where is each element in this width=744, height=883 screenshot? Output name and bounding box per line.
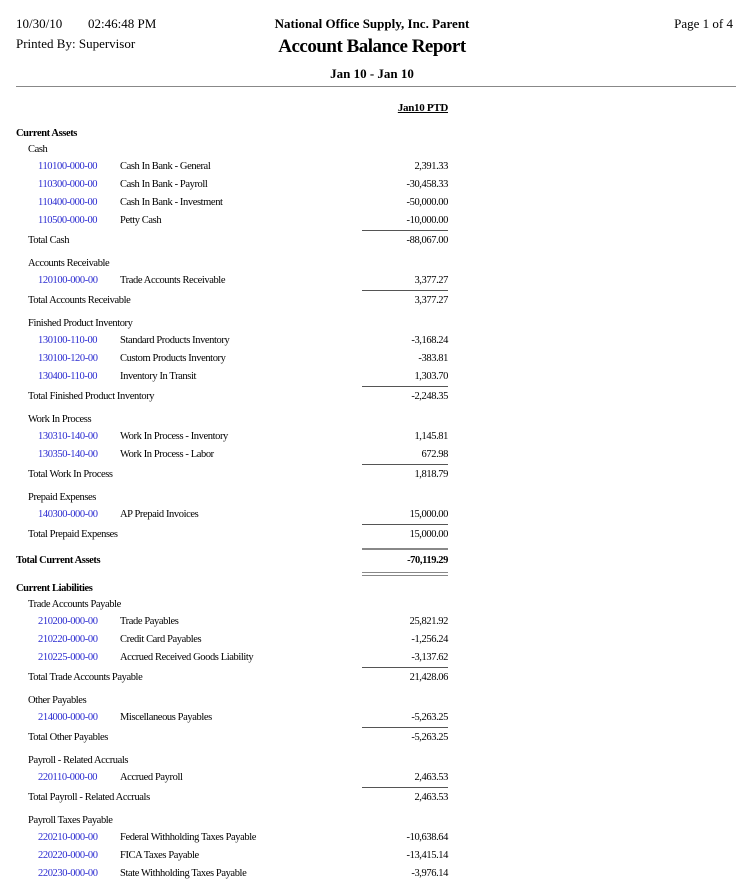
section-total-row	[0, 552, 744, 574]
account-amount: 1,145.81	[414, 431, 448, 442]
group-total-row	[0, 292, 744, 310]
account-description: Standard Products Inventory	[120, 335, 230, 346]
group-total-amount: 2,463.53	[414, 792, 448, 803]
account-amount: 25,821.92	[409, 616, 448, 627]
account-description: State Withholding Taxes Payable	[120, 868, 247, 879]
account-amount: -13,415.14	[406, 850, 448, 861]
account-description: Federal Withholding Taxes Payable	[120, 832, 257, 843]
account-row	[0, 631, 744, 649]
print-time: 02:46:48 PM	[88, 16, 157, 31]
account-description: Cash In Bank - General	[120, 161, 211, 172]
account-code[interactable]: 110500-000-00	[38, 215, 98, 226]
group-total-label: Total Trade Accounts Payable	[28, 672, 143, 683]
account-row	[0, 847, 744, 865]
group-total-row	[0, 669, 744, 687]
account-row	[0, 506, 744, 524]
account-code[interactable]: 220230-000-00	[38, 868, 98, 879]
group-total-label: Total Finished Product Inventory	[28, 391, 155, 402]
account-description: Inventory In Transit	[120, 371, 197, 382]
account-description: Accrued Received Goods Liability	[120, 652, 254, 663]
account-amount: -30,458.33	[406, 179, 448, 190]
account-row	[0, 350, 744, 368]
account-description: Cash In Bank - Investment	[120, 197, 223, 208]
group-total-row	[0, 526, 744, 544]
account-amount: 1,303.70	[414, 371, 448, 382]
account-row	[0, 649, 744, 667]
group-header: Payroll - Related Accruals	[28, 755, 129, 766]
group-total-amount: -2,248.35	[411, 391, 448, 402]
group-total-label: Total Work In Process	[28, 469, 113, 480]
column-header: Jan10 PTD	[397, 102, 448, 114]
account-code[interactable]: 130310-140-00	[38, 431, 98, 442]
account-amount: 672.98	[421, 449, 448, 460]
account-amount: -3,168.24	[411, 335, 448, 346]
account-amount: -1,256.24	[411, 634, 448, 645]
account-amount: -3,137.62	[411, 652, 448, 663]
account-code[interactable]: 220110-000-00	[38, 772, 98, 783]
account-row	[0, 829, 744, 847]
group-total-amount: 15,000.00	[409, 529, 448, 540]
account-description: Miscellaneous Payables	[120, 712, 212, 723]
account-code[interactable]: 140300-000-00	[38, 509, 98, 520]
account-row	[0, 212, 744, 230]
account-code[interactable]: 110100-000-00	[38, 161, 98, 172]
account-description: Trade Accounts Receivable	[120, 275, 226, 286]
account-description: Cash In Bank - Payroll	[120, 179, 208, 190]
group-total-label: Total Accounts Receivable	[28, 295, 131, 306]
section-header: Current Liabilities	[16, 583, 93, 594]
account-code[interactable]: 110300-000-00	[38, 179, 98, 190]
account-code[interactable]: 130100-110-00	[38, 335, 98, 346]
account-row	[0, 368, 744, 386]
account-description: Petty Cash	[120, 215, 162, 226]
group-total-row	[0, 729, 744, 747]
account-code[interactable]: 120100-000-00	[38, 275, 98, 286]
account-amount: -10,000.00	[406, 215, 448, 226]
group-header: Payroll Taxes Payable	[28, 815, 113, 826]
account-row	[0, 272, 744, 290]
group-total-row	[0, 789, 744, 807]
account-code[interactable]: 210200-000-00	[38, 616, 98, 627]
account-code[interactable]: 130350-140-00	[38, 449, 98, 460]
account-description: Accrued Payroll	[120, 772, 183, 783]
account-description: Work In Process - Labor	[120, 449, 214, 460]
printed-by: Printed By: Supervisor	[16, 36, 136, 51]
account-description: Work In Process - Inventory	[120, 431, 228, 442]
account-amount: -3,976.14	[411, 868, 448, 879]
group-total-amount: -88,067.00	[406, 235, 448, 246]
section-total-amount: -70,119.29	[407, 555, 448, 566]
account-code[interactable]: 130400-110-00	[38, 371, 98, 382]
group-total-amount: 1,818.79	[414, 469, 448, 480]
account-amount: 15,000.00	[409, 509, 448, 520]
account-amount: -5,263.25	[411, 712, 448, 723]
account-row	[0, 446, 744, 464]
account-description: Credit Card Payables	[120, 634, 202, 645]
account-code[interactable]: 130100-120-00	[38, 353, 98, 364]
group-header: Finished Product Inventory	[28, 318, 133, 329]
group-header: Prepaid Expenses	[28, 492, 96, 503]
account-row	[0, 865, 744, 883]
account-code[interactable]: 110400-000-00	[38, 197, 98, 208]
account-description: AP Prepaid Invoices	[120, 509, 199, 520]
header-divider	[16, 86, 736, 87]
account-code[interactable]: 210220-000-00	[38, 634, 98, 645]
group-total-row	[0, 466, 744, 484]
account-description: Custom Products Inventory	[120, 353, 226, 364]
report-period: Jan 10 - Jan 10	[330, 66, 414, 81]
group-header: Trade Accounts Payable	[28, 599, 121, 610]
account-row	[0, 428, 744, 446]
account-row	[0, 709, 744, 727]
account-description: Trade Payables	[120, 616, 179, 627]
page-number: Page 1 of 4	[674, 16, 733, 31]
group-header: Other Payables	[28, 695, 87, 706]
group-total-row	[0, 232, 744, 250]
account-code[interactable]: 220220-000-00	[38, 850, 98, 861]
account-row	[0, 194, 744, 212]
account-row	[0, 332, 744, 350]
section-total-label: Total Current Assets	[16, 555, 101, 566]
report-title: Account Balance Report	[278, 36, 466, 57]
account-description: FICA Taxes Payable	[120, 850, 199, 861]
account-amount: 2,391.33	[414, 161, 448, 172]
company-name: National Office Supply, Inc. Parent	[274, 16, 470, 31]
print-date: 10/30/10	[16, 16, 63, 31]
group-total-label: Total Cash	[28, 235, 70, 246]
group-total-amount: 3,377.27	[414, 295, 448, 306]
report-body	[0, 125, 744, 883]
group-total-label: Total Other Payables	[28, 732, 108, 743]
group-total-label: Total Prepaid Expenses	[28, 529, 118, 540]
group-total-row	[0, 388, 744, 406]
account-row	[0, 769, 744, 787]
account-code[interactable]: 220210-000-00	[38, 832, 98, 843]
account-amount: -10,638.64	[406, 832, 448, 843]
group-total-amount: -5,263.25	[411, 732, 448, 743]
group-header: Work In Process	[28, 414, 92, 425]
account-code[interactable]: 210225-000-00	[38, 652, 98, 663]
account-amount: -50,000.00	[406, 197, 448, 208]
account-row	[0, 158, 744, 176]
group-header: Cash	[28, 144, 48, 155]
section-header: Current Assets	[16, 128, 77, 139]
account-row	[0, 613, 744, 631]
account-amount: -383.81	[418, 353, 448, 364]
account-amount: 2,463.53	[414, 772, 448, 783]
group-header: Accounts Receivable	[28, 258, 110, 269]
account-amount: 3,377.27	[414, 275, 448, 286]
account-code[interactable]: 214000-000-00	[38, 712, 98, 723]
group-total-label: Total Payroll - Related Accruals	[28, 792, 150, 803]
group-total-amount: 21,428.06	[409, 672, 448, 683]
account-row	[0, 176, 744, 194]
